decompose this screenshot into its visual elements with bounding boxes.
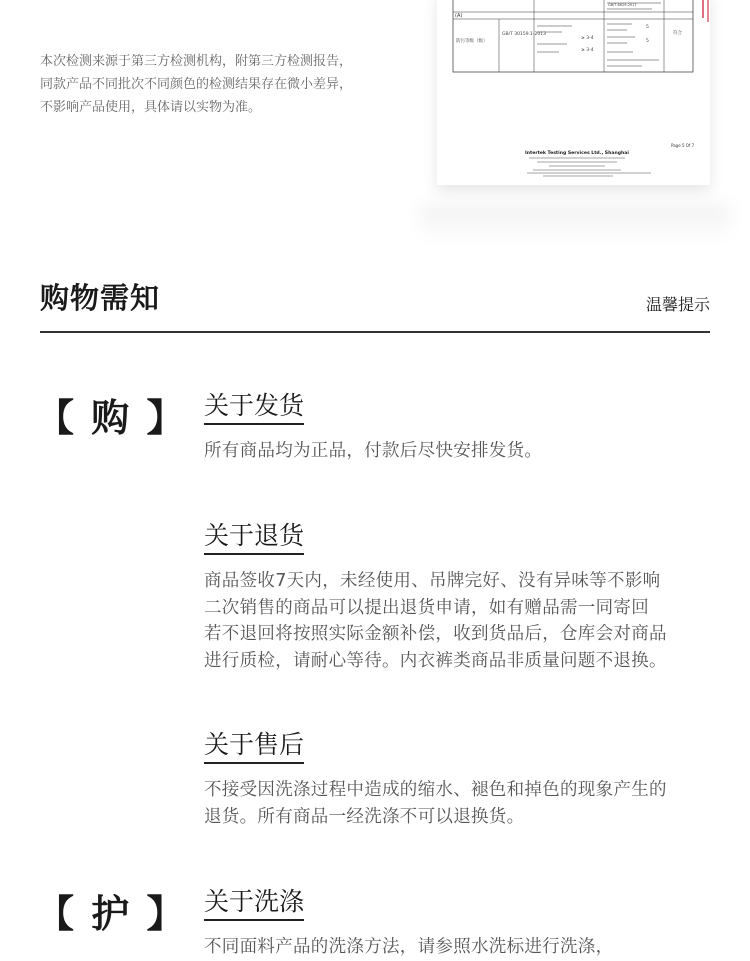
returns-text-line: 进行质检，请耐心等待。内衣裤类商品非质量问题不退换。 (204, 650, 667, 671)
purchase-bracket-label: 【 购 】 (36, 396, 187, 440)
report-grade: ≥ 3-4 (581, 48, 594, 53)
after-sales-section (204, 728, 712, 830)
report-level: 5 (646, 25, 649, 30)
red-stamp-edge (699, 0, 713, 24)
shipping-text: 所有商品均为正品，付款后尽快安排发货。 (204, 441, 543, 461)
section-subtitle: 温馨提示 (645, 295, 710, 314)
washing-section (204, 885, 712, 961)
disclaimer-line: 同款产品不同批次不同颜色的检测结果存在微小差异， (40, 77, 353, 92)
shipping-heading: 关于发货 (204, 389, 304, 425)
returns-text-line: 若不退回将按照实际金额补偿，收到货品后，仓库会对商品 (204, 624, 667, 644)
disclaimer-line: 不影响产品使用，具体请以实物为准。 (40, 100, 262, 115)
returns-text-line: 二次销售的商品可以提出退货申请，如有赠品需一同寄回 (204, 597, 649, 618)
report-level: 5 (646, 39, 649, 44)
report-row-label: 防污等级（级） (456, 39, 488, 44)
report-standard-2: GB/T 8629-2017 (608, 3, 637, 7)
returns-section (204, 519, 712, 674)
report-table-graphic (437, 0, 710, 185)
washing-heading: 关于洗涤 (204, 885, 304, 921)
washing-text: 不同面料产品的洗涤方法，请参照水洗标进行洗涤， (204, 937, 614, 957)
shipping-section (204, 389, 712, 465)
report-page-number: Page 5 Of 7 (671, 143, 695, 148)
report-section-marker: (A) (455, 13, 463, 19)
report-grade: ≥ 3-4 (581, 36, 594, 41)
test-report-image (437, 0, 710, 185)
after-sales-text-line: 退货。所有商品一经洗涤不可以退换货。 (204, 806, 525, 827)
returns-heading: 关于退货 (204, 519, 304, 555)
report-standard: GB/T 30159.1-2013 (502, 32, 546, 37)
care-bracket-label: 【 护 】 (36, 892, 187, 936)
report-result: 符合 (673, 31, 682, 36)
report-shadow (420, 205, 730, 240)
report-company: Intertek Testing Services Ltd., Shanghai (525, 151, 629, 156)
page-title: 购物需知 (40, 281, 161, 315)
divider (40, 331, 710, 333)
returns-text-line: 商品签收7天内，未经使用、吊牌完好、没有异味等不影响 (204, 571, 661, 591)
disclaimer-line: 本次检测来源于第三方检测机构，附第三方检测报告， (40, 54, 353, 69)
after-sales-heading: 关于售后 (204, 728, 304, 764)
after-sales-text-line: 不接受因洗涤过程中造成的缩水、褪色和掉色的现象产生的 (204, 780, 667, 800)
test-report-disclaimer (40, 50, 380, 119)
